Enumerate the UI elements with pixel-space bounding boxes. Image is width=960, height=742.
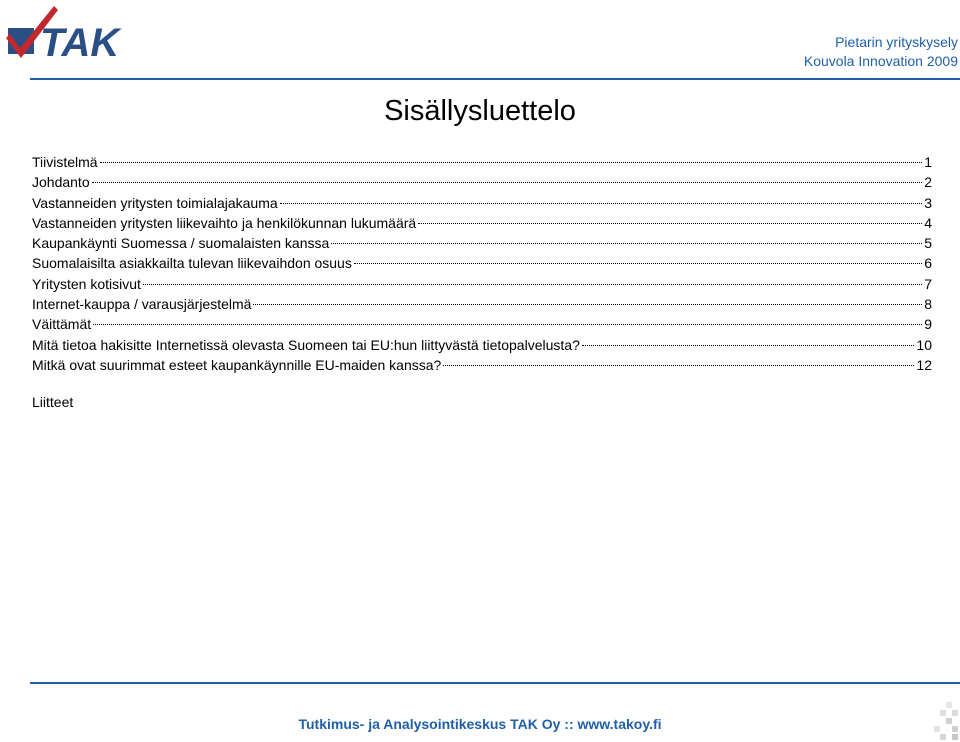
org-year: Kouvola Innovation 2009 [803,53,958,69]
toc-entry-page[interactable]: 3 [924,194,932,211]
toc-leader [331,243,922,244]
toc-entry-page[interactable]: 5 [924,235,932,252]
footer-divider [30,682,960,684]
toc-leader [253,304,922,305]
toc-entry-label[interactable]: Vastanneiden yritysten liikevaihto ja henkilökunnan lukumäärä [32,214,417,231]
toc-entry[interactable] [32,152,932,172]
footer-text: Tutkimus- ja Analysointikeskus TAK Oy :: www.takoy.fi [298,716,662,732]
tak-logo [6,4,146,62]
toc-entry-page[interactable]: 10 [916,336,932,353]
toc-entry-page[interactable]: 12 [916,356,932,373]
toc-entry[interactable] [32,213,932,233]
toc-entry-label[interactable]: Kaupankäynti Suomessa / suomalaisten kanssa [32,235,330,252]
toc-entry-label[interactable]: Johdanto [32,174,90,191]
toc-entry[interactable] [32,253,932,273]
toc-entry-label[interactable]: Mitkä ovat suurimmat esteet kaupankäynnille EU-maiden kanssa? [32,356,442,373]
toc-entry[interactable] [32,233,932,253]
toc-entry-page[interactable]: 8 [924,296,932,313]
header-divider [30,78,960,80]
toc-entry-label[interactable]: Vastanneiden yritysten toimialajakauma [32,194,278,211]
toc-entry[interactable] [32,355,932,375]
toc-entry[interactable] [32,335,932,355]
toc-entry[interactable] [32,314,932,334]
toc-entry[interactable] [32,172,932,192]
toc-entry-label[interactable]: Mitä tietoa hakisitte Internetissä olevasta Suomeen tai EU:hun liittyvästä tietopalvelusta? [32,336,580,353]
toc-leader [418,223,922,224]
toc-leader [92,182,923,183]
toc-leader [280,203,923,204]
toc-leader [143,284,922,285]
survey-title: Pietarin yrityskysely [835,34,958,50]
toc-entry[interactable] [32,294,932,314]
logo-text: TAK [40,21,120,62]
toc-leader [443,365,914,366]
toc-entry-label[interactable]: Väittämät [32,316,92,333]
toc-entry-label[interactable]: Internet-kauppa / varausjärjestelmä [32,296,252,313]
toc-title: Sisällysluettelo [384,95,576,127]
toc-leader [93,324,922,325]
toc-entry-page[interactable]: 4 [924,214,932,231]
toc-entry-label[interactable]: Yritysten kotisivut [32,275,141,292]
toc-entry[interactable] [32,193,932,213]
toc-entry[interactable] [32,274,932,294]
toc-entry-page[interactable]: 6 [924,255,932,272]
toc-list [32,152,932,375]
toc-leader [354,263,922,264]
corner-decoration-icon [934,702,958,742]
toc-entry-page[interactable]: 7 [924,275,932,292]
toc-entry-label[interactable]: Tiivistelmä [32,154,98,170]
toc-entry-page[interactable]: 9 [924,316,932,333]
toc-leader [582,345,915,346]
header-info [804,33,958,71]
toc-leader [100,162,923,163]
toc-entry-page[interactable]: 1 [924,154,932,170]
tak-logo-graphic [6,4,146,62]
toc-entry-page[interactable]: 2 [924,174,932,191]
appendix-label: Liitteet [32,394,74,410]
toc-entry-label[interactable]: Suomalaisilta asiakkailta tulevan liikevaihdon osuus [32,255,352,272]
